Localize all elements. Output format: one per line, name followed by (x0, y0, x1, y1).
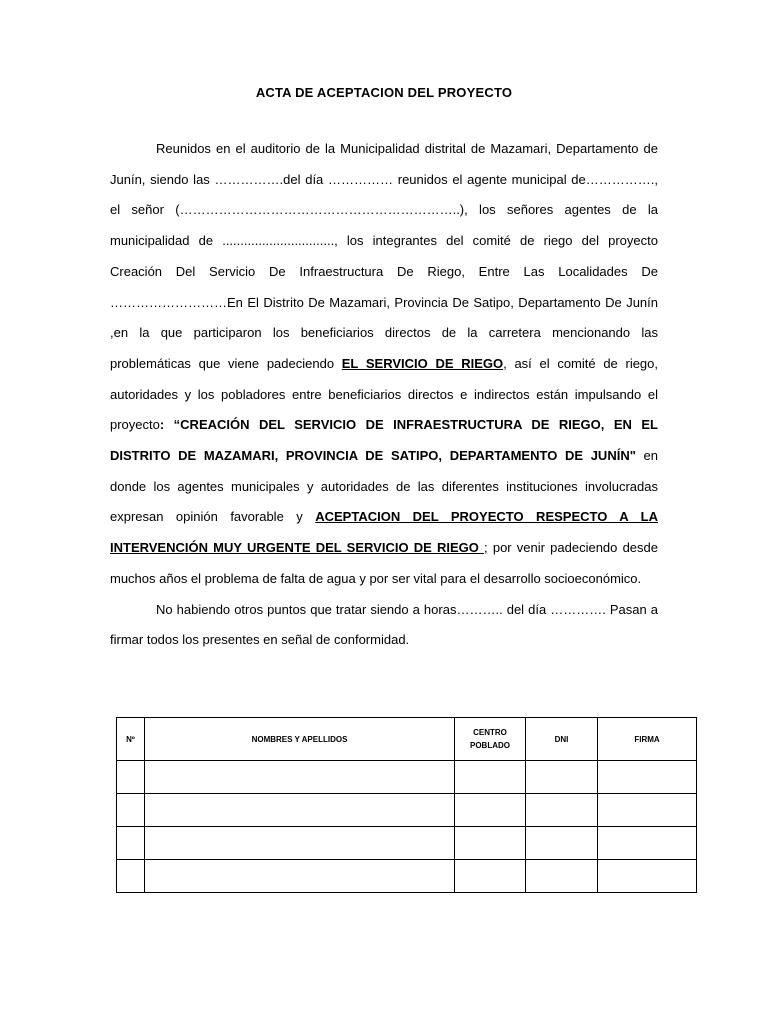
cell-names (145, 827, 455, 860)
cell-num (117, 761, 145, 794)
paragraph-closing (110, 595, 658, 656)
cell-dni (526, 827, 598, 860)
cell-firma (598, 860, 697, 893)
signature-row (117, 827, 697, 860)
header-firma: FIRMA (598, 718, 697, 761)
cell-centro-poblado (455, 761, 526, 794)
paragraph-closing-text: No habiendo otros puntos que tratar siendo a horas……….. del día …………. Pasan a firmar todos los presentes en señal de conformidad. (110, 601, 658, 648)
document-body (110, 134, 658, 656)
paragraph-text-1: Reunidos en el auditorio de la Municipalidad distrital de Mazamari, Departamento de Junín, siendo las …………….del día …………… reunidos el agente municipal de……………., el señor (………………………………………………………..), los señores agentes de la municipalidad de ..............................., los integrantes del comité de riego del proyecto Creación Del Servicio De Infraestructura De Riego, Entre Las Localidades De ………………………En El Distrito De Mazamari, Provincia De Satipo, Departamento De Junín ,en la que participaron los beneficiarios directos de la carretera mencionando las problemáticas que viene padeciendo (110, 141, 658, 371)
cell-firma (598, 794, 697, 827)
header-centro-line1: CENTRO (473, 728, 507, 737)
cell-num (117, 794, 145, 827)
header-num: Nº (117, 718, 145, 761)
cell-names (145, 761, 455, 794)
signature-row (117, 794, 697, 827)
cell-dni (526, 794, 598, 827)
paragraph-semicolon: ; (478, 540, 488, 556)
paragraph-text-3: en donde los agentes municipales y autoridades de las diferentes instituciones involucradas expresan opinión favorable y (110, 448, 658, 525)
cell-num (117, 827, 145, 860)
signature-table (116, 717, 697, 893)
cell-centro-poblado (455, 794, 526, 827)
cell-names (145, 860, 455, 893)
document-title: ACTA DE ACEPTACION DEL PROYECTO (255, 85, 513, 100)
paragraph-text-2: , así el comité de riego, autoridades y los pobladores entre beneficiarios directos e indirectos están impulsando el proyecto (110, 355, 659, 433)
cell-firma (598, 827, 697, 860)
paragraph-project-name: : “CREACIÓN DEL SERVICIO DE INFRAESTRUCTURA DE RIEGO, EN EL DISTRITO DE MAZAMARI, PROVINCIA DE SATIPO, DEPARTAMENTO DE JUNÍN" (110, 417, 658, 464)
header-names: NOMBRES Y APELLIDOS (145, 718, 455, 761)
cell-names (145, 794, 455, 827)
paragraph-emphasis-servicio: EL SERVICIO DE RIEGO (341, 355, 504, 371)
paragraph-text-4: por venir padeciendo desde muchos años el problema de falta de agua y por ser vital para el desarrollo socioeconómico. (110, 540, 658, 586)
paragraph-emphasis-aceptacion: ACEPTACION DEL PROYECTO RESPECTO A LA INTERVENCIÓN MUY URGENTE DEL SERVICIO DE RIEGO (110, 509, 658, 556)
cell-num (117, 860, 145, 893)
signature-table-header-row (117, 718, 697, 761)
signature-row (117, 860, 697, 893)
header-centro-line2: POBLADO (470, 741, 510, 750)
header-dni: DNI (526, 718, 598, 761)
cell-firma (598, 761, 697, 794)
cell-centro-poblado (455, 827, 526, 860)
signature-table-body (117, 761, 697, 893)
paragraph-meeting (110, 134, 658, 595)
cell-centro-poblado (455, 860, 526, 893)
signature-row (117, 761, 697, 794)
cell-dni (526, 860, 598, 893)
cell-dni (526, 761, 598, 794)
header-centro-poblado (455, 718, 526, 761)
